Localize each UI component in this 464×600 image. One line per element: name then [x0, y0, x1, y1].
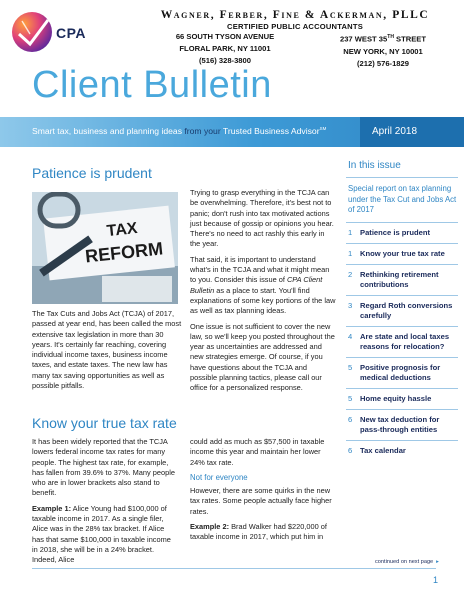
sidebar-item-retirement[interactable]: [346, 265, 458, 296]
sidebar-item-label: Regard Roth conversions carefully: [360, 300, 453, 320]
sidebar-item-label: Are state and local taxes reasons for relocation?: [360, 331, 450, 351]
office-left-phone: (516) 328-3800: [199, 56, 251, 65]
sidebar-item-page: 6: [348, 445, 353, 455]
sidebar-item-page: 3: [348, 300, 353, 310]
article1-paragraph1: Trying to grasp everything in the TCJA can be overwhelming. Therefore, it's best not to panic; don't rush into tax motivated actions just because of gossip or opinions you hear. There's no need to act rashly this early in the year.: [190, 188, 334, 249]
sidebar-item-pass-through[interactable]: [346, 410, 458, 441]
banner-text-start: Smart tax, business and planning ideas: [32, 126, 185, 136]
sidebar-item-home-equity[interactable]: [346, 389, 458, 410]
office-right-street: 237 WEST 35: [339, 34, 388, 44]
cpa-logo: [12, 12, 92, 56]
sidebar-heading: In this issue: [346, 160, 458, 178]
issue-date: April 2018: [360, 117, 464, 147]
in-this-issue-sidebar: [346, 160, 458, 461]
sidebar-item-page: 2: [348, 269, 353, 279]
article2-paragraph2: [32, 504, 178, 566]
continued-link[interactable]: [375, 559, 439, 565]
banner-text-end: Trusted Business Advisor: [220, 126, 320, 136]
office-left-city: FLORAL PARK, NY 11001: [179, 44, 271, 53]
logo-text: CPA: [56, 25, 87, 41]
article2-example2-label: Example 2:: [190, 522, 230, 532]
article2-example1-label: Example 1:: [32, 503, 72, 513]
article1-column2: [190, 188, 336, 399]
footer-divider: [32, 568, 436, 569]
office-left: [165, 31, 285, 67]
office-right: [313, 31, 453, 70]
article2-paragraph1: It has been widely reported that the TCJA lowers federal income tax rates for many people. The highest tax rate, for example, has fallen from 39.6% to 37%. Many people who are in lower brackets also stand to benefit.: [32, 437, 175, 498]
sidebar-item-roth[interactable]: [346, 296, 458, 327]
tax-reform-photo-illustration: [32, 192, 178, 304]
sidebar-item-label: Know your true tax rate: [360, 248, 445, 258]
banner-service-mark: SM: [319, 126, 327, 132]
article1-p2-em: CPA Client Bulletin: [190, 275, 323, 295]
sidebar-item-page: 4: [348, 331, 353, 341]
firm-name: Wagner, Ferber, Fine & Ackerman, PLLC: [160, 9, 430, 21]
sidebar-item-label: Patience is prudent: [360, 227, 431, 237]
check-mark-icon: [16, 18, 50, 48]
sidebar-special-report[interactable]: Special report on tax planning under the Tax Cut and Jobs Act of 2017: [346, 178, 458, 223]
office-right-city: NEW YORK, NY 10001: [343, 46, 423, 56]
office-right-phone: (212) 576-1829: [357, 58, 409, 68]
office-right-street-sup: TH: [387, 34, 394, 40]
sidebar-item-label: Positive prognosis for medical deductions: [360, 362, 441, 382]
sidebar-item-label: New tax deduction for pass-through entities: [360, 414, 440, 434]
article-title-patience: Patience is prudent: [32, 165, 152, 181]
firm-header: [130, 9, 460, 31]
photo-sign-line2: REFORM: [84, 238, 164, 267]
tagline-banner: [0, 117, 464, 147]
article2-paragraph3: could add as much as $57,500 in taxable income this year and maintain her lower 24% tax rate.: [190, 437, 325, 467]
article2-subhead: Not for everyone: [190, 472, 248, 482]
sidebar-item-medical[interactable]: [346, 358, 458, 389]
office-right-street-line: [313, 31, 453, 46]
page-number: 1: [433, 575, 439, 585]
sidebar-item-label: Rethinking retirement contributions: [360, 269, 439, 289]
banner-tagline: [32, 126, 326, 136]
firm-subtitle: CERTIFIED PUBLIC ACCOUNTANTS: [227, 22, 363, 31]
article2-example2-text: Brad Walker had $220,000 of taxable income in 2017, which put him in: [190, 522, 327, 542]
sidebar-item-page: 5: [348, 362, 353, 372]
office-right-street-end: STREET: [393, 34, 427, 44]
office-left-street: 66 SOUTH TYSON AVENUE: [175, 32, 275, 41]
article2-paragraph4: However, there are some quirks in the new tax rates. Some people actually face higher rates.: [190, 486, 332, 516]
article2-column2: [190, 437, 336, 548]
continued-text: continued on next page: [375, 559, 434, 565]
tax-reform-photo-icon: [32, 192, 178, 304]
article2-column1: [32, 437, 178, 571]
article1-intro: [32, 309, 182, 396]
banner-text-highlight: from your: [184, 126, 221, 136]
sidebar-item-page: 1: [348, 227, 353, 237]
arrow-right-icon: ▸: [436, 559, 439, 565]
page-title: Client Bulletin: [32, 64, 272, 106]
sidebar-item-state-local[interactable]: [346, 327, 458, 358]
sidebar-item-tax-rate[interactable]: [346, 244, 458, 265]
sidebar-item-label: Home equity hassle: [360, 393, 432, 403]
article2-example1-text: Alice Young had $100,000 of taxable income in 2017. As a single filer, Alice was in the 28% tax bracket. If Alice has that same $100,000 in taxable income in 2018, she will be in a 24% bracket. Indeed, Alice: [32, 503, 171, 565]
photo-sign-line1: TAX: [105, 219, 139, 241]
article1-p2-start: That said, it is important to understand what's in the TCJA and what it might mean to you. Consider this issue of: [190, 254, 330, 285]
sidebar-item-page: 6: [348, 414, 353, 424]
article-title-tax-rate: Know your true tax rate: [32, 415, 177, 431]
sidebar-item-page: 5: [348, 393, 353, 403]
article1-paragraph3: One issue is not sufficient to cover the new law, so we'll keep you posted throughout the year as uncertainties are addressed and new strategies emerge. Of course, if you have questions about the TCJA and possible planning tactics, please call our office for a personalized response.: [190, 321, 335, 393]
article2-paragraph5: [190, 522, 336, 543]
article1-paragraph2: [190, 255, 336, 317]
sidebar-item-label: Tax calendar: [360, 445, 406, 455]
sidebar-item-tax-calendar[interactable]: [346, 441, 458, 461]
sidebar-item-page: 1: [348, 248, 353, 258]
sidebar-item-patience[interactable]: [346, 223, 458, 244]
article1-intro-paragraph: The Tax Cuts and Jobs Act (TCJA) of 2017, passed at year end, has been called the most extensive tax legislation in more than 30 years. It's certainly far reaching, covering individual income taxes, business income taxes, and estate taxes. The new law has many tax saving opportunities as well as possible pitfalls.: [32, 309, 182, 391]
article1-p2-end: as a place to start. You'll find explanations of some key portions of the law as well as tax planning ideas.: [190, 285, 336, 316]
